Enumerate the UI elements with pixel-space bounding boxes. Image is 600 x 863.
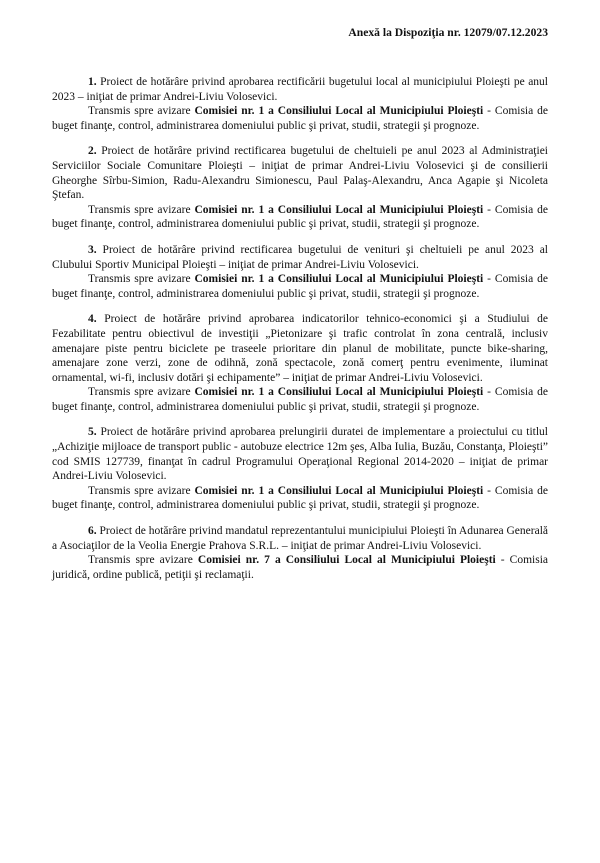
commission-description: - Comisia de buget finanţe, control, administrarea domeniului public şi privat, studii, strategii şi prognoze.: [52, 484, 549, 512]
commission-description: - Comisia de buget finanţe, control, administrarea domeniului public şi privat, studii, strategii şi prognoze.: [52, 273, 549, 300]
project-text: Proiect de hotărâre privind aprobarea rectificării bugetului local al municipiului Ploieşti pe anul 2023 – iniţiat de primar Andrei-Liviu Volosevici.: [52, 76, 549, 103]
project-item-4: [52, 312, 548, 414]
commission-description: - Comisia de buget finanţe, control, administrarea domeniului public şi privat, studii, strategii şi prognoze.: [52, 203, 549, 231]
project-item-2: [52, 144, 548, 232]
project-description: [52, 243, 548, 272]
commission-name: Comisiei nr. 1 a Consiliului Local al Municipiului Ploieşti: [194, 386, 484, 399]
annex-header: Anexă la Dispoziţia nr. 12079/07.12.2023: [348, 26, 548, 39]
forwarding-note: [52, 104, 548, 133]
commission-description: - Comisia juridică, ordine publică, petiţii şi reclamaţii.: [52, 554, 549, 581]
commission-name: Comisiei nr. 1 a Consiliului Local al Municipiului Ploieşti: [194, 273, 484, 286]
commission-name: Comisiei nr. 1 a Consiliului Local al Municipiului Ploieşti: [194, 203, 484, 216]
forwarding-note: [52, 553, 548, 582]
project-number: 1.: [88, 76, 97, 88]
project-description: [52, 75, 548, 104]
forwarding-note: [52, 385, 548, 414]
project-item-3: [52, 243, 548, 301]
commission-description: - Comisia de buget finanţe, control, administrarea domeniului public şi privat, studii, strategii şi prognoze.: [52, 105, 549, 132]
forward-prefix: Transmis spre avizare: [88, 105, 191, 118]
project-number: 6.: [88, 525, 97, 538]
commission-name: Comisiei nr. 1 a Consiliului Local al Municipiului Ploieşti: [194, 105, 484, 118]
commission-name: Comisiei nr. 1 a Consiliului Local al Municipiului Ploieşti: [194, 484, 484, 497]
project-number: 4.: [88, 313, 97, 326]
project-description: [52, 524, 548, 553]
project-description: [52, 312, 548, 385]
commission-description: - Comisia de buget finanţe, control, administrarea domeniului public şi privat, studii, strategii şi prognoze.: [52, 386, 549, 413]
project-text: Proiect de hotărâre privind mandatul reprezentantului municipiului Ploieşti în Adunarea Generală a Asociaţilor de la Veolia Energie Prahova S.R.L. – iniţiat de primar Andrei-Liviu Volosevici.: [52, 525, 548, 552]
forward-prefix: Transmis spre avizare: [88, 484, 191, 497]
forwarding-note: [52, 484, 548, 513]
project-list: [52, 75, 548, 582]
commission-name: Comisiei nr. 7 a Consiliului Local al Municipiului Ploieşti: [197, 554, 496, 567]
forward-prefix: Transmis spre avizare: [88, 386, 191, 399]
project-item-6: [52, 524, 548, 582]
forward-prefix: Transmis spre avizare: [88, 273, 191, 286]
project-number: 3.: [88, 243, 97, 256]
project-text: Proiect de hotărâre privind aprobarea prelungirii duratei de implementare a proiectului cu titlul „Achiziţie mijloace de transport public - autobuze electrice 12m şes, Alba Iulia, Buzău, Constanţa, Ploieşti” cod SMIS 127739, finanţat în cadrul Programului Operaţional Regional 2014-2020 – iniţiat de primar Andrei-Liviu Volosevici.: [52, 426, 548, 483]
project-text: Proiect de hotărâre privind aprobarea indicatorilor tehnico-economici şi a Studiului de Fezabilitate pentru obiectivul de investiţii „Pietonizare şi trafic controlat în zona centrală, inclusiv amenajare piste pentru biciclete pe traseele prioritare din planul de mobilitate, puncte bike-sharing, amenajare zone verzi, zone de odihnă, zonă spectacole, zonă comerţ pentru evenimente, iluminat ornamental, wi-fi, inclusiv dotări şi echipamente” – iniţiat de primar Andrei-Liviu Volosevici.: [52, 313, 548, 384]
project-number: 5.: [88, 426, 97, 439]
project-item-1: [52, 75, 548, 133]
forward-prefix: Transmis spre avizare: [88, 554, 193, 567]
forwarding-note: [52, 272, 548, 301]
project-description: [52, 144, 548, 202]
project-item-5: [52, 425, 548, 513]
project-number: 2.: [88, 145, 97, 158]
project-text: Proiect de hotărâre privind rectificarea bugetului de venituri şi cheltuieli pe anul 2023 al Clubului Sportiv Municipal Ploieşti – iniţiat de primar Andrei-Liviu Volosevici.: [52, 243, 548, 271]
project-description: [52, 425, 548, 483]
project-text: Proiect de hotărâre privind rectificarea bugetului de cheltuieli pe anul 2023 al Administraţiei Serviciilor Sociale Comunitare Ploieşti – iniţiat de primar Andrei-Liviu Volosevici şi de consilierii Gheorghe Sîrbu-Simion, Radu-Alexandru Simionescu, Paul Palaş-Alexandru, Anca Agapie şi Nicoleta Ştefan.: [52, 145, 548, 202]
forwarding-note: [52, 203, 548, 232]
forward-prefix: Transmis spre avizare: [88, 203, 191, 216]
